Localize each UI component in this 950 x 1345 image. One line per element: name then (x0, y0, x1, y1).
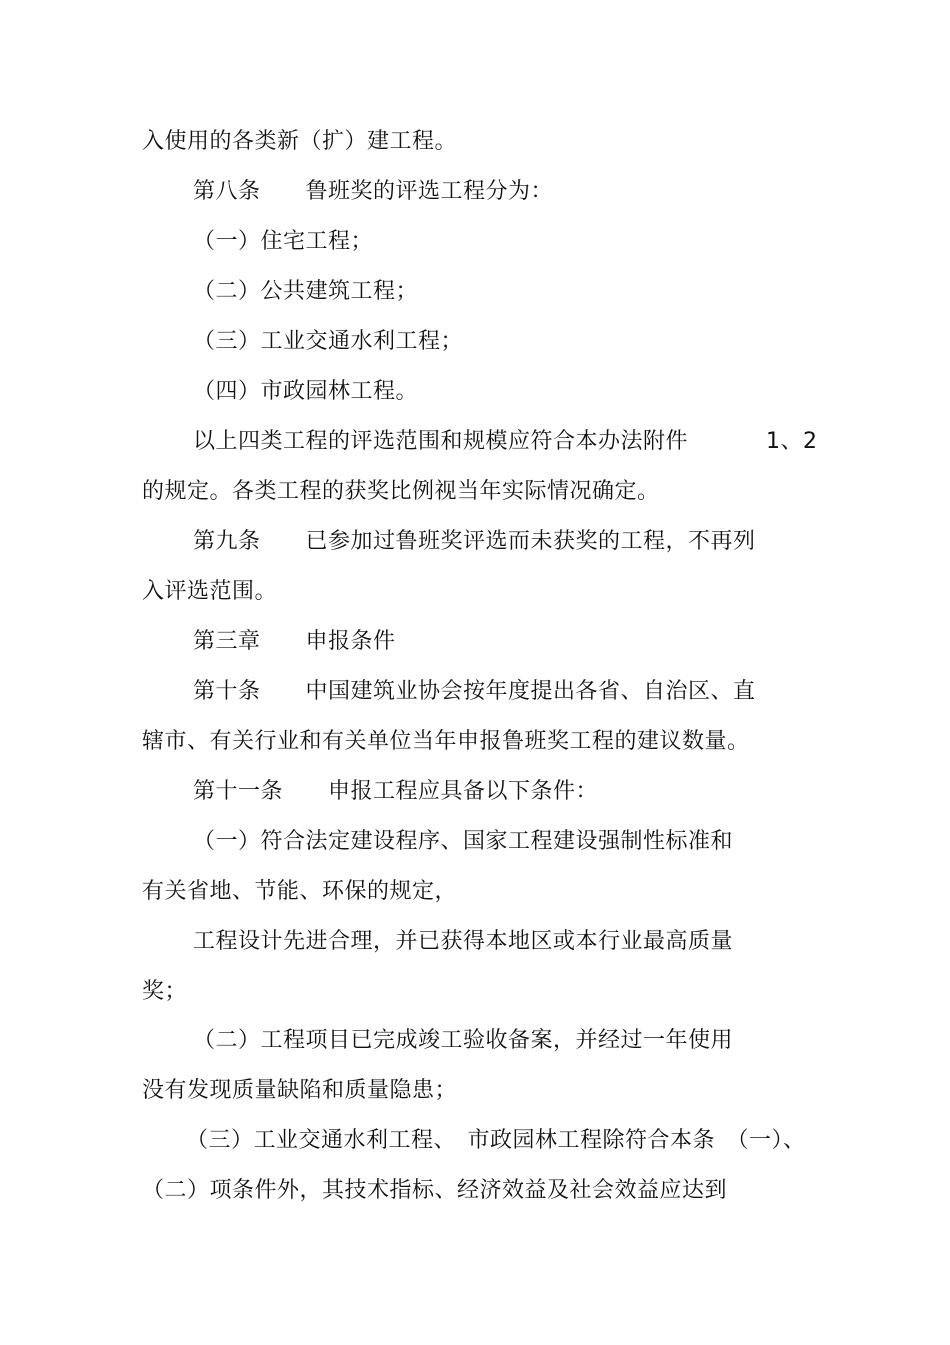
attachment-reference: 1、2 (766, 429, 818, 454)
chapter-3-heading: 第三章 申报条件 (193, 629, 396, 654)
list-item: （二）公共建筑工程； (193, 279, 419, 304)
text-line: 辖市、有关行业和有关单位当年申报鲁班奖工程的建议数量。 (142, 729, 750, 754)
list-item: （一）住宅工程； (193, 229, 374, 254)
list-item: （二）工程项目已完成竣工验收备案，并经过一年使用 (193, 1028, 734, 1053)
article-10-heading: 第十条 中国建筑业协会按年度提出各省、自治区、直 (193, 679, 756, 704)
article-11-heading: 第十一条 申报工程应具备以下条件： (193, 779, 599, 804)
text-line: 工程设计先进合理，并已获得本地区或本行业最高质量 (193, 929, 734, 954)
list-item: （一）符合法定建设程序、国家工程建设强制性标准和 (193, 829, 734, 854)
text-line: 奖； (142, 979, 188, 1004)
text-line: 的规定。各类工程的获奖比例视当年实际情况确定。 (142, 479, 660, 504)
list-item: （三）工业交通水利工程、 市政园林工程除符合本条 （一）、 (186, 1128, 806, 1153)
text-line: 以上四类工程的评选范围和规模应符合本办法附件 (193, 429, 689, 454)
text-line: 入使用的各类新（扩）建工程。 (142, 129, 458, 154)
text-line: 没有发现质量缺陷和质量隐患； (142, 1078, 458, 1103)
article-9-heading: 第九条 已参加过鲁班奖评选而未获奖的工程，不再列 (193, 529, 756, 554)
list-item: （四）市政园林工程。 (193, 379, 419, 404)
text-line: 有关省地、节能、环保的规定， (142, 879, 458, 904)
article-8-heading: 第八条 鲁班奖的评选工程分为： (193, 179, 554, 204)
text-line: （二）项条件外，其技术指标、经济效益及社会效益应达到 (142, 1178, 728, 1203)
text-line: 入评选范围。 (142, 579, 278, 604)
list-item: （三）工业交通水利工程； (193, 329, 464, 354)
